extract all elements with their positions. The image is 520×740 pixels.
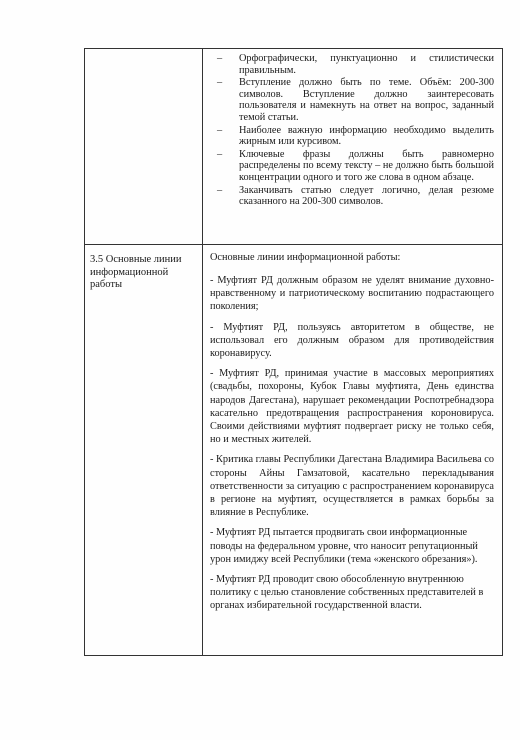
dash-marker: – (217, 53, 223, 64)
list-item (217, 77, 494, 123)
table-row (85, 49, 503, 245)
list-item (217, 149, 494, 184)
row1-right-cell (203, 49, 503, 245)
paragraph: - Муфтият РД проводит свою обособленную внутреннюю политику с целью становление собственных представителей в органах избирательной государственной власти. (210, 574, 484, 612)
list-item (217, 53, 494, 76)
list-item-text: Наиболее важную информацию необходимо выделить жирным или курсивом. (239, 124, 494, 148)
dash-marker: – (217, 124, 223, 136)
table-row (85, 245, 503, 656)
dash-marker: – (217, 77, 223, 89)
list-item-text: Ключевые фразы должны быть равномерно распределены по всему тексту – не должно быть большой концентрации одного и того же слова в одном абзаце. (239, 148, 494, 183)
section-label: 3.5 Основные линии информационной работы (90, 254, 182, 290)
paragraph: - Муфтият РД пытается продвигать свои информационные поводы на федеральном уровне, что наносит репутационный урон имиджу всей Республики (тема «женского обрезания»). (210, 527, 478, 565)
row1-left-label (85, 49, 202, 58)
list-item (217, 185, 494, 208)
paragraph: - Муфтият РД должным образом не уделят внимание духовно-нравственному и патриотическому воспитанию подрастающего поколения; (210, 275, 494, 313)
paragraph: - Муфтият РД, пользуясь авторитетом в обществе, не использовал его должным образом для противодействия коронавирусу. (210, 321, 494, 360)
content-table (84, 48, 503, 656)
dash-marker: – (217, 148, 223, 160)
list-item-text: Орфографически, пунктуационно и стилистически правильным. (239, 53, 494, 76)
row1-left-cell (85, 49, 203, 245)
row2-right-cell (203, 245, 503, 656)
list-item (217, 125, 494, 148)
list-item-text: Заканчивать статью следует логично, делая резюме сказанного на 200-300 символов. (239, 184, 494, 208)
section-intro: Основные линии информационной работы: (210, 252, 401, 263)
row2-left-cell (85, 245, 203, 656)
requirements-list (203, 49, 502, 208)
paragraph: - Муфтият РД, принимая участие в массовых мероприятиях (свадьбы, похороны, Кубок Главы муфтията, День единства народов Дагестана), нарушает рекомендации Роспотребнадзора касательно предотвращения распространения короновируса. Своими действиями муфтият подвергает риску не только себя, но и местных жителей. (210, 368, 494, 446)
dash-marker: – (217, 184, 223, 196)
list-item-text: Вступление должно быть по теме. Объём: 200-300 символов. Вступление должно заинтересовать пользователя и намекнуть на ответ на вопрос, заданный темой статьи. (239, 77, 494, 123)
paragraph: - Критика главы Республики Дагестана Владимира Васильева со стороны Айны Гамзатовой, касательно перекладывания ответственности за ситуацию с распространением коронавируса в регионе на муфтият, осуществляется в рамках борьбы за влияние в Республике. (210, 454, 494, 519)
section-content (203, 245, 502, 613)
